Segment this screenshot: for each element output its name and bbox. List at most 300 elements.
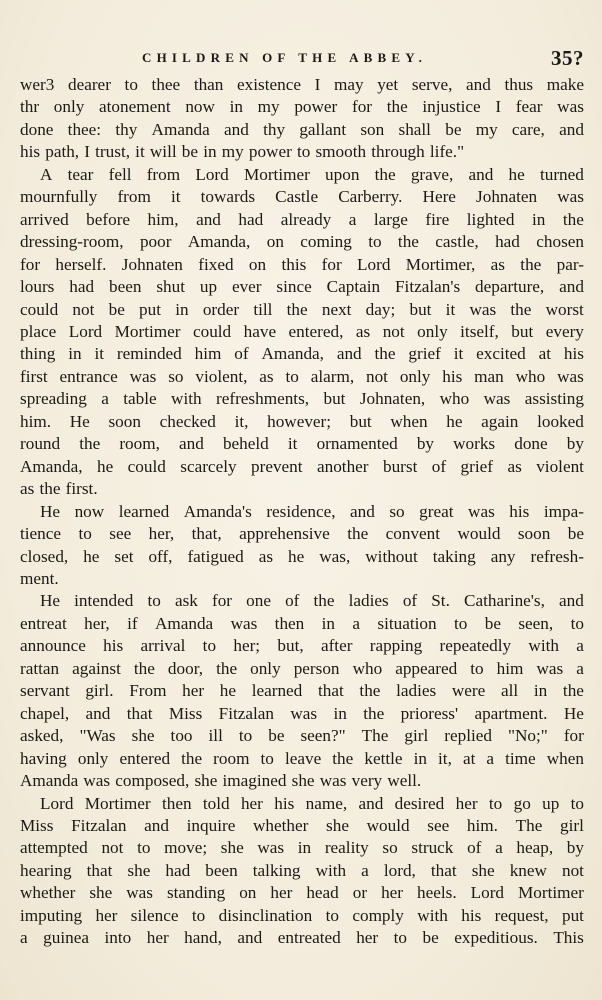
text-line [20, 860, 584, 882]
word: her, [84, 613, 110, 633]
text-line [20, 748, 584, 770]
word: repeatedly [439, 636, 512, 656]
word: Fitzalan [218, 703, 275, 723]
word: disinclination [218, 905, 313, 925]
word: fire [425, 209, 450, 229]
text-line [20, 501, 584, 523]
word: since [276, 277, 312, 297]
word: it [170, 187, 181, 207]
word: smooth [315, 142, 367, 162]
word: was [468, 501, 495, 521]
word: large [373, 209, 408, 229]
word: was [290, 703, 318, 723]
word: not [382, 321, 405, 341]
word: appeared [395, 658, 458, 678]
word: in [175, 299, 189, 319]
word: and [559, 591, 584, 611]
word: He [69, 411, 90, 431]
word: another [316, 456, 369, 476]
text-line [20, 119, 584, 141]
word: asked, [20, 726, 64, 746]
word: a [101, 389, 109, 409]
word: He [563, 703, 584, 723]
word: on [266, 232, 284, 252]
word: been [205, 860, 238, 880]
word: she [291, 771, 315, 791]
word: girl. [85, 681, 114, 701]
word: to [368, 232, 382, 252]
word: was [129, 366, 157, 386]
word: girl [560, 815, 584, 835]
word: he [446, 411, 463, 431]
word: thus [504, 75, 534, 94]
word: chosen [536, 232, 584, 252]
word: the [79, 434, 101, 454]
word: and [336, 344, 362, 364]
word: great [419, 501, 454, 521]
word: closed, [20, 546, 69, 566]
text-line [20, 186, 584, 208]
word: checked [159, 411, 216, 431]
word: will [149, 142, 177, 162]
word: and [468, 164, 494, 184]
word: that [86, 860, 113, 880]
text-line [20, 254, 584, 276]
word: works [453, 434, 496, 454]
word: from [117, 187, 151, 207]
word: up [199, 277, 218, 297]
word: to [393, 928, 408, 948]
word: guinea [43, 928, 89, 948]
word: of [402, 591, 418, 611]
text-line [20, 815, 584, 837]
word: her [381, 883, 404, 903]
text-line [20, 770, 584, 792]
word: towards [200, 187, 256, 207]
word: till [253, 299, 273, 319]
word: had [495, 232, 520, 252]
word: her [182, 681, 205, 701]
text-line [20, 680, 584, 702]
word: to [488, 793, 503, 813]
word: the [562, 209, 584, 229]
word: told [202, 793, 230, 813]
word: lighted [466, 209, 515, 229]
word: Amanda, [261, 344, 324, 364]
word: off, [148, 546, 173, 566]
word: to [260, 748, 274, 768]
word: only [399, 366, 431, 386]
word: girl [404, 726, 429, 746]
word: into [104, 928, 132, 948]
word: I [314, 75, 321, 94]
word: however; [267, 411, 332, 431]
word: excited [476, 344, 526, 364]
page-number: 35? [551, 46, 584, 70]
word: burst [382, 456, 418, 476]
word: to [78, 524, 92, 544]
word: fell [108, 164, 132, 184]
word: and [224, 119, 249, 139]
word: herself. [55, 254, 107, 274]
word: reminded [116, 344, 182, 364]
word: fatigued [187, 546, 244, 566]
text-line [20, 321, 584, 343]
word: The [361, 726, 389, 746]
word: room, [119, 434, 160, 454]
word: the [347, 524, 369, 544]
word: entrance [59, 366, 118, 386]
word: see [427, 815, 450, 835]
word: the [313, 591, 335, 611]
word: was [536, 658, 564, 678]
word: to [570, 793, 584, 813]
word: entered [119, 748, 171, 768]
word: now [74, 501, 105, 521]
text-line [20, 209, 584, 231]
word: Lord [470, 883, 505, 903]
word: be [268, 726, 285, 746]
word: her [270, 883, 293, 903]
word: with [528, 636, 559, 656]
word: only [250, 658, 281, 678]
word: person [293, 658, 340, 678]
word: thing [20, 344, 56, 364]
word: was [230, 613, 258, 633]
word: taking [432, 546, 476, 566]
word: and [466, 75, 491, 94]
word: atonement [99, 97, 171, 117]
word: talking [252, 860, 301, 880]
word: Miss [168, 703, 203, 723]
word: heap, [516, 838, 554, 858]
word: thr [20, 97, 40, 117]
word: lours [20, 277, 55, 297]
word: place [20, 321, 57, 341]
text-line [20, 837, 584, 859]
word: learned [118, 501, 170, 521]
word: shut [156, 277, 185, 297]
text-line [20, 433, 584, 455]
word: of [234, 344, 249, 364]
word: in [533, 681, 548, 701]
word: Carberry. [338, 187, 403, 207]
word: only [53, 97, 85, 117]
text-line [20, 703, 584, 725]
word: when [546, 748, 584, 768]
word: with [417, 905, 448, 925]
word: she [220, 838, 244, 858]
word: in [203, 142, 217, 162]
word: by [566, 434, 584, 454]
text-line [20, 411, 584, 433]
word: ladies [348, 591, 389, 611]
word: assisting [524, 389, 584, 409]
word: that, [191, 524, 222, 544]
word: Lord [195, 164, 229, 184]
text-line [20, 905, 584, 927]
text-line [20, 299, 584, 321]
word: that [430, 860, 457, 880]
word: ornamented [316, 434, 398, 454]
word: tience [20, 524, 62, 544]
word: existence [237, 75, 301, 94]
word: his [20, 142, 41, 162]
word: ever [231, 277, 262, 297]
word: it, [234, 411, 249, 431]
word: shall [398, 119, 431, 139]
word: first [20, 366, 48, 386]
word: so [389, 501, 405, 521]
word: leave [284, 748, 322, 768]
running-title: CHILDREN OF THE ABBEY. [142, 50, 428, 65]
word: be [567, 524, 584, 544]
word: learned [251, 681, 303, 701]
text-line [20, 635, 584, 657]
word: hearing [20, 860, 72, 880]
word: a [486, 748, 495, 768]
word: comply [352, 905, 404, 925]
word: to [453, 613, 468, 633]
word: his [509, 501, 530, 521]
text-line [20, 96, 584, 118]
word: was [126, 883, 153, 903]
word: for [321, 254, 342, 274]
word: refresh- [530, 546, 584, 566]
word: that [317, 681, 344, 701]
word: entered, [288, 321, 344, 341]
word: to [470, 658, 484, 678]
word: that [126, 703, 153, 723]
word: impa- [543, 501, 584, 521]
word: to [325, 905, 339, 925]
word: violent [536, 456, 584, 476]
word: well. [387, 771, 422, 791]
word: hand, [184, 928, 222, 948]
word: the [359, 681, 381, 701]
word: the [397, 232, 419, 252]
word: convent [385, 524, 441, 544]
word: her; [233, 636, 261, 656]
word: Here [422, 187, 456, 207]
word: a [495, 838, 503, 858]
word: Mortimer, [405, 254, 476, 274]
word: a [576, 658, 584, 678]
word: make [546, 75, 584, 94]
word: day; [365, 299, 396, 319]
word: I [84, 142, 90, 162]
word: This [553, 928, 584, 948]
word: her [95, 905, 118, 925]
word: his [563, 344, 584, 364]
word: rattan [20, 658, 60, 678]
word: by [566, 838, 584, 858]
word: in [68, 344, 82, 364]
word: not [561, 860, 584, 880]
word: as [20, 479, 35, 499]
word: was [557, 187, 584, 207]
word: Amanda [151, 119, 210, 139]
word: announce [20, 636, 86, 656]
word: Lord [68, 321, 103, 341]
word: but [511, 321, 534, 341]
word: whether [253, 815, 309, 835]
word: Johnaten [476, 187, 538, 207]
word: the [520, 254, 542, 274]
word: ladies [396, 681, 437, 701]
word: have [243, 321, 277, 341]
word: the [216, 658, 238, 678]
word: it, [438, 748, 452, 768]
word: through [371, 142, 425, 162]
word: she [471, 860, 495, 880]
word: for [211, 591, 233, 611]
word: room [213, 748, 250, 768]
word: Lord [40, 793, 74, 813]
word: arrived [20, 209, 69, 229]
word: turned [539, 164, 584, 184]
word: the [286, 299, 308, 319]
word: to [147, 591, 161, 611]
word: heels. [417, 883, 457, 903]
word: already [280, 209, 332, 229]
word: soon [108, 411, 141, 431]
word: grave, [410, 164, 454, 184]
word: for [20, 254, 41, 274]
word: reality [324, 838, 369, 858]
word: silence [130, 905, 179, 925]
word: it [453, 344, 464, 364]
word: in [532, 209, 546, 229]
word: itself, [460, 321, 499, 341]
word: lord, [383, 860, 416, 880]
word: thee: [67, 119, 102, 139]
word: coming [300, 232, 352, 252]
word: go [513, 793, 531, 813]
word: then [161, 793, 192, 813]
word: after [320, 636, 353, 656]
word: ill [208, 726, 223, 746]
word: now [185, 97, 215, 117]
word: for [351, 97, 373, 117]
word: knew [509, 860, 547, 880]
word: done [514, 434, 548, 454]
word: entreated [277, 928, 341, 948]
word: thy [263, 119, 286, 139]
word: seen, [518, 613, 554, 633]
word: could [192, 321, 232, 341]
word: it [135, 142, 145, 162]
word: spreading [20, 389, 87, 409]
word: see [109, 524, 132, 544]
word: she [89, 883, 113, 903]
word: Amanda, [20, 456, 83, 476]
word: to [137, 838, 151, 858]
word: I [495, 97, 502, 117]
word: his [274, 793, 295, 813]
word: Captain [326, 277, 381, 297]
word: was [557, 97, 584, 117]
word: thy [115, 119, 138, 139]
word: The [515, 815, 543, 835]
word: her [356, 928, 379, 948]
word: From [129, 681, 167, 701]
word: this [281, 254, 307, 274]
word: he [508, 164, 525, 184]
word: time [505, 748, 536, 768]
text-line [20, 590, 584, 612]
word: all [500, 681, 519, 701]
word: Mortimer [243, 164, 310, 184]
word: the [386, 97, 408, 117]
word: request, [494, 905, 549, 925]
word: entreat [20, 613, 67, 633]
word: if [127, 613, 138, 633]
word: a [576, 636, 584, 656]
word: grief [408, 344, 441, 364]
word: Fitzalan [71, 815, 127, 835]
word: alarm, [310, 366, 355, 386]
word: her, [148, 524, 175, 544]
word: tear [67, 164, 94, 184]
word: at [462, 748, 476, 768]
word: put [139, 299, 162, 319]
word: looked [537, 411, 584, 431]
word: the [374, 344, 396, 364]
word: not [101, 838, 124, 858]
word: ask [174, 591, 198, 611]
word: he [83, 546, 100, 566]
word: he [288, 546, 305, 566]
word: the [332, 748, 354, 768]
word: ment. [20, 568, 59, 588]
word: trust, [95, 142, 131, 162]
text-line [20, 276, 584, 298]
word: put [561, 905, 584, 925]
word: gallant [299, 119, 347, 139]
text-line [20, 74, 584, 96]
word: was, [319, 546, 351, 566]
word: up [542, 793, 560, 813]
word: a [348, 209, 357, 229]
word: for [563, 726, 584, 746]
word: was [319, 771, 347, 791]
word: she [131, 726, 155, 746]
word: her [240, 793, 263, 813]
word: son [360, 119, 385, 139]
word: attempted [20, 838, 88, 858]
word: table [123, 389, 157, 409]
word: the [363, 703, 385, 723]
text-line [20, 343, 584, 365]
word: on [239, 883, 257, 903]
word: be [484, 613, 501, 633]
word: dearer [67, 75, 111, 94]
word: again [481, 411, 519, 431]
word: it [445, 299, 456, 319]
word: composed, [115, 771, 190, 791]
word: but, [277, 636, 304, 656]
word: head [306, 883, 339, 903]
word: be [422, 928, 439, 948]
word: him [194, 344, 222, 364]
word: injustice [422, 97, 481, 117]
word: par- [556, 254, 584, 274]
word: round [20, 434, 61, 454]
text-line [20, 927, 584, 949]
word: intended [74, 591, 134, 611]
word: soon [517, 524, 551, 544]
